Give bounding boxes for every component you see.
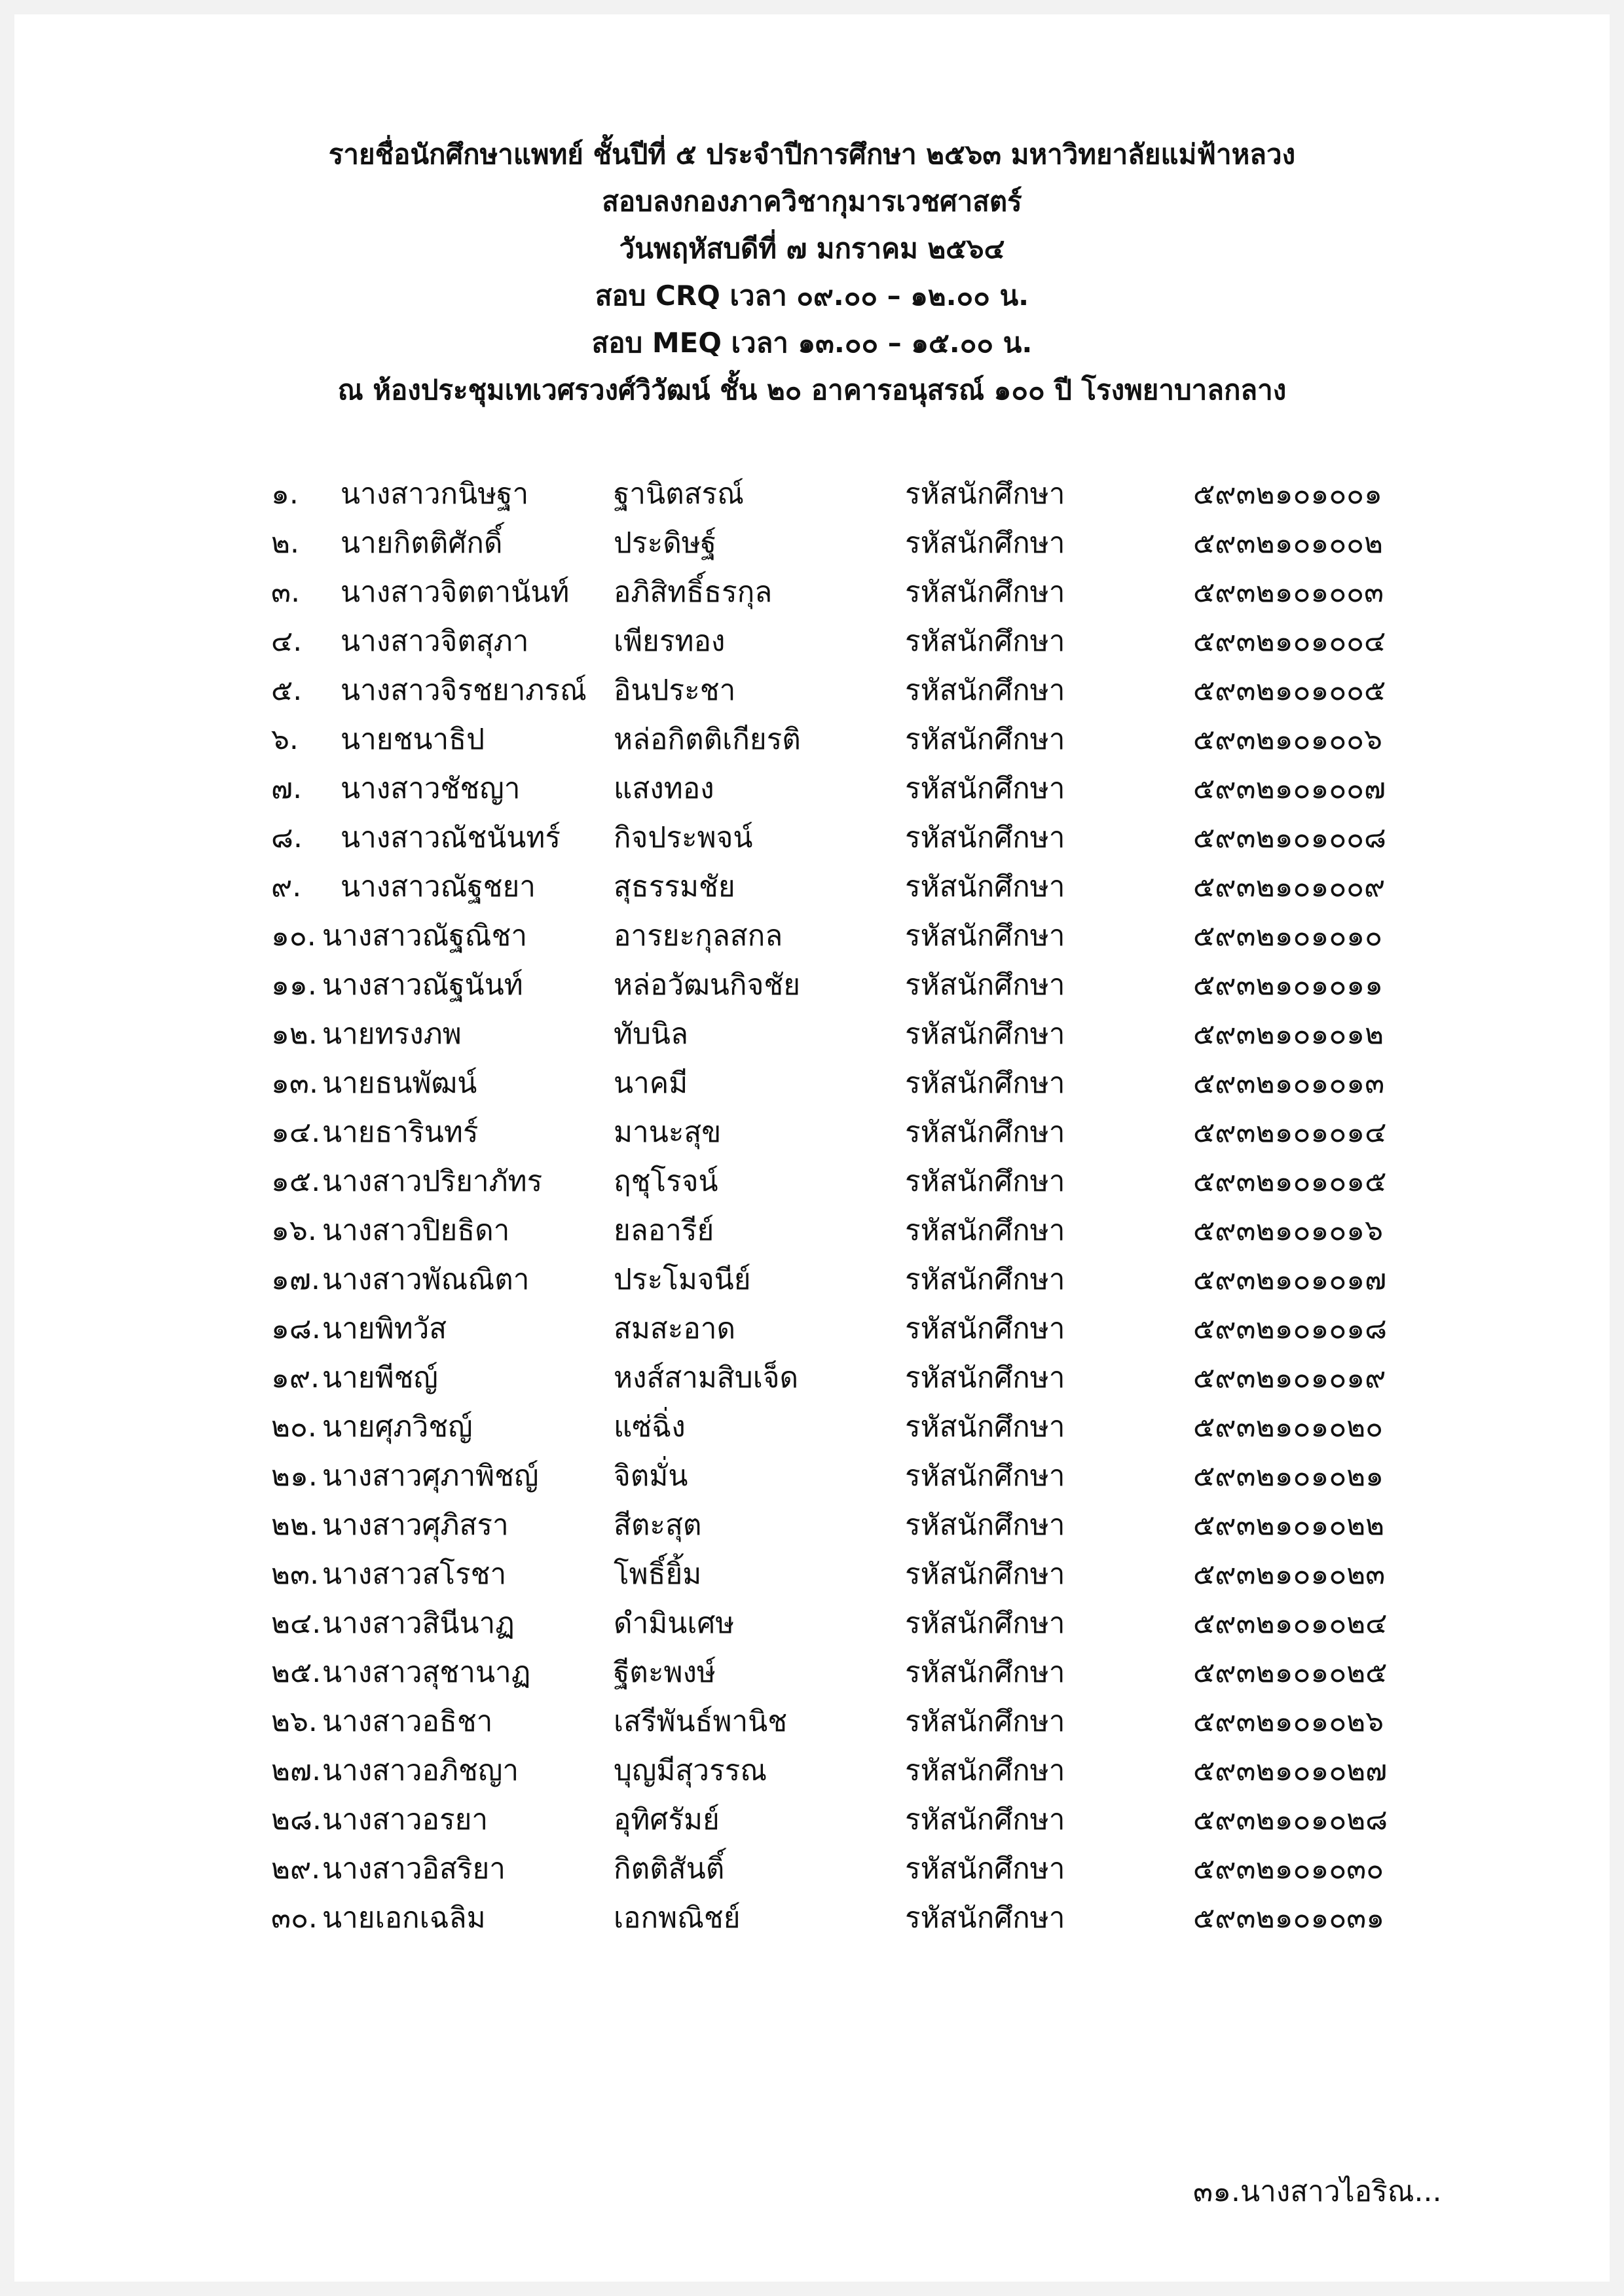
- student-surname: จิตมั่น: [614, 1459, 688, 1493]
- student-surname: แสงทอง: [614, 772, 714, 805]
- student-id-label: รหัสนักศึกษา: [905, 1558, 1065, 1591]
- student-surname: แซ่ฉิ่ง: [614, 1410, 686, 1444]
- student-row: [14, 1157, 1610, 1206]
- student-name: นางสาวกนิษฐา: [341, 477, 529, 511]
- student-name: นางสาวอธิชา: [322, 1705, 493, 1738]
- student-id: ๕๙๓๒๑๐๑๐๑๕: [1193, 1165, 1387, 1198]
- student-id: ๕๙๓๒๑๐๑๐๒๘: [1193, 1803, 1388, 1836]
- student-row: [14, 813, 1610, 862]
- student-id: ๕๙๓๒๑๐๑๐๒๒: [1193, 1508, 1385, 1542]
- student-row: [14, 1059, 1610, 1108]
- student-number: ๒.: [271, 526, 299, 560]
- student-id-label: รหัสนักศึกษา: [905, 1165, 1065, 1198]
- student-row: [14, 1402, 1610, 1451]
- student-number: ๒๒.: [271, 1508, 318, 1542]
- student-number: ๑๓.: [271, 1066, 318, 1100]
- student-id: ๕๙๓๒๑๐๑๐๑๑: [1193, 968, 1384, 1002]
- student-id-label: รหัสนักศึกษา: [905, 1116, 1065, 1149]
- student-id: ๕๙๓๒๑๐๑๐๐๒: [1193, 526, 1384, 560]
- student-id: ๕๙๓๒๑๐๑๐๑๐: [1193, 919, 1382, 953]
- student-row: [14, 1648, 1610, 1697]
- student-row: [14, 1255, 1610, 1304]
- student-id-label: รหัสนักศึกษา: [905, 1361, 1065, 1394]
- student-id: ๕๙๓๒๑๐๑๐๐๕: [1193, 674, 1386, 707]
- student-list: [14, 469, 1610, 1942]
- student-name: นางสาวจิตสุภา: [341, 625, 529, 658]
- student-number: ๑๑.: [271, 968, 317, 1002]
- student-row: [14, 1893, 1610, 1942]
- header-meq-time: สอบ MEQ เวลา ๑๓.๐๐ – ๑๕.๐๐ น.: [591, 327, 1033, 359]
- student-number: ๔.: [271, 625, 303, 658]
- student-name: นางสาวอิสริยา: [322, 1852, 506, 1886]
- student-surname: ฐีตะพงษ์: [614, 1656, 716, 1689]
- student-id-label: รหัสนักศึกษา: [905, 772, 1065, 805]
- student-id: ๕๙๓๒๑๐๑๐๑๒: [1193, 1017, 1384, 1051]
- student-surname: สีตะสุต: [614, 1508, 702, 1542]
- student-number: ๗.: [271, 772, 303, 805]
- student-number: ๑.: [271, 477, 299, 511]
- student-id: ๕๙๓๒๑๐๑๐๐๗: [1193, 772, 1386, 805]
- student-id: ๕๙๓๒๑๐๑๐๒๓: [1193, 1558, 1386, 1591]
- student-id: ๕๙๓๒๑๐๑๐๒๖: [1193, 1705, 1384, 1738]
- student-name: นางสาวอรยา: [322, 1803, 489, 1836]
- student-surname: สุธรรมชัย: [614, 870, 735, 903]
- student-name: นางสาวจิตตานันท์: [341, 575, 570, 609]
- student-id: ๕๙๓๒๑๐๑๐๑๙: [1193, 1361, 1386, 1394]
- student-name: นางสาวจิรชยาภรณ์: [341, 674, 587, 707]
- student-name: นางสาวอภิชญา: [322, 1754, 519, 1787]
- student-name: นายทรงภพ: [322, 1017, 462, 1051]
- student-row: [14, 764, 1610, 813]
- student-row: [14, 1304, 1610, 1353]
- student-id: ๕๙๓๒๑๐๑๐๓๑: [1193, 1901, 1385, 1935]
- student-id: ๕๙๓๒๑๐๑๐๒๑: [1193, 1459, 1384, 1493]
- student-id: ๕๙๓๒๑๐๑๐๑๓: [1193, 1066, 1385, 1100]
- student-number: ๑๒.: [271, 1017, 318, 1051]
- student-surname: โพธิ์ยิ้ม: [614, 1558, 702, 1591]
- student-name: นายธารินทร์: [322, 1116, 479, 1149]
- student-row: [14, 1550, 1610, 1599]
- student-name: นางสาวศุภาพิชญ์: [322, 1459, 539, 1493]
- student-row: [14, 1844, 1610, 1893]
- student-id: ๕๙๓๒๑๐๑๐๑๖: [1193, 1214, 1384, 1247]
- header-title: รายชื่อนักศึกษาแพทย์ ชั้นปีที่ ๕ ประจำปีการศึกษา ๒๕๖๓ มหาวิทยาลัยแม่ฟ้าหลวง: [328, 138, 1296, 170]
- student-row: [14, 1451, 1610, 1501]
- student-number: ๑๐.: [271, 919, 316, 953]
- student-id-label: รหัสนักศึกษา: [905, 526, 1065, 560]
- student-surname: หล่อวัฒนกิจชัย: [614, 968, 800, 1002]
- student-id: ๕๙๓๒๑๐๑๐๐๔: [1193, 625, 1386, 658]
- student-row: [14, 862, 1610, 911]
- student-name: นางสาวศุภิสรา: [322, 1508, 509, 1542]
- student-number: ๒๕.: [271, 1656, 322, 1689]
- student-surname: หล่อกิตติเกียรติ: [614, 723, 801, 756]
- student-surname: อินประชา: [614, 674, 736, 707]
- student-id: ๕๙๓๒๑๐๑๐๑๘: [1193, 1312, 1388, 1345]
- student-id-label: รหัสนักศึกษา: [905, 575, 1065, 609]
- student-id: ๕๙๓๒๑๐๑๐๓๐: [1193, 1852, 1384, 1886]
- student-number: ๒๗.: [271, 1754, 322, 1787]
- student-surname: กิจประพจน์: [614, 821, 753, 854]
- student-surname: สมสะอาด: [614, 1312, 736, 1345]
- student-number: ๓.: [271, 575, 301, 609]
- student-name: นายธนพัฒน์: [322, 1066, 477, 1100]
- student-id-label: รหัสนักศึกษา: [905, 968, 1065, 1002]
- student-number: ๑๔.: [271, 1116, 321, 1149]
- student-row: [14, 1010, 1610, 1059]
- student-row: [14, 1108, 1610, 1157]
- student-row: [14, 568, 1610, 617]
- student-id: ๕๙๓๒๑๐๑๐๐๙: [1193, 870, 1386, 903]
- student-number: ๒๓.: [271, 1558, 320, 1591]
- continuation-note: ๓๑.นางสาวไอริณ...: [1193, 2175, 1442, 2208]
- student-id-label: รหัสนักศึกษา: [905, 674, 1065, 707]
- header-venue: ณ ห้องประชุมเทเวศรวงศ์วิวัฒน์ ชั้น ๒๐ อาคารอนุสรณ์ ๑๐๐ ปี โรงพยาบาลกลาง: [337, 374, 1287, 406]
- student-surname: เอกพณิชย์: [614, 1901, 741, 1935]
- student-id-label: รหัสนักศึกษา: [905, 1705, 1065, 1738]
- student-id-label: รหัสนักศึกษา: [905, 1312, 1065, 1345]
- student-row: [14, 666, 1610, 715]
- student-number: ๒๘.: [271, 1803, 322, 1836]
- student-row: [14, 960, 1610, 1010]
- student-id: ๕๙๓๒๑๐๑๐๐๖: [1193, 723, 1382, 756]
- header-department: สอบลงกองภาควิชากุมารเวชศาสตร์: [602, 185, 1022, 217]
- student-surname: บุญมีสุวรรณ: [614, 1754, 767, 1787]
- student-id: ๕๙๓๒๑๐๑๐๐๑: [1193, 477, 1382, 511]
- student-id-label: รหัสนักศึกษา: [905, 723, 1065, 756]
- student-name: นางสาวสุชานาฏ: [322, 1656, 531, 1689]
- student-surname: หงส์สามสิบเจ็ด: [614, 1361, 799, 1394]
- student-id-label: รหัสนักศึกษา: [905, 1066, 1065, 1100]
- student-row: [14, 1599, 1610, 1648]
- student-id-label: รหัสนักศึกษา: [905, 1459, 1065, 1493]
- student-surname: กิตติสันติ์: [614, 1852, 725, 1886]
- student-row: [14, 519, 1610, 568]
- student-id-label: รหัสนักศึกษา: [905, 477, 1065, 511]
- student-name: นางสาวสินีนาฏ: [322, 1607, 515, 1640]
- document-page: [14, 14, 1610, 2282]
- student-id-label: รหัสนักศึกษา: [905, 919, 1065, 953]
- student-id: ๕๙๓๒๑๐๑๐๐๘: [1193, 821, 1386, 854]
- student-name: นายพีชญ์: [322, 1361, 438, 1394]
- student-id-label: รหัสนักศึกษา: [905, 1901, 1065, 1935]
- student-row: [14, 911, 1610, 960]
- student-surname: ทับนิล: [614, 1017, 688, 1051]
- student-id-label: รหัสนักศึกษา: [905, 1508, 1065, 1542]
- student-id-label: รหัสนักศึกษา: [905, 1263, 1065, 1296]
- student-surname: นาคมี: [614, 1066, 688, 1100]
- student-row: [14, 1353, 1610, 1402]
- student-id-label: รหัสนักศึกษา: [905, 1607, 1065, 1640]
- student-surname: มานะสุข: [614, 1116, 722, 1149]
- student-name: นายเอกเฉลิม: [322, 1901, 486, 1935]
- student-name: นางสาวณัฐชยา: [341, 870, 536, 903]
- student-row: [14, 469, 1610, 519]
- student-name: นายกิตติศักดิ์: [341, 526, 503, 560]
- student-id-label: รหัสนักศึกษา: [905, 625, 1065, 658]
- student-id: ๕๙๓๒๑๐๑๐๒๗: [1193, 1754, 1388, 1787]
- student-name: นางสาวณัฐณิชา: [322, 919, 528, 953]
- student-surname: ฤชุโรจน์: [614, 1165, 718, 1198]
- student-surname: ฐานิตสรณ์: [614, 477, 744, 511]
- student-row: [14, 1697, 1610, 1746]
- student-id: ๕๙๓๒๑๐๑๐๑๗: [1193, 1263, 1387, 1296]
- student-id-label: รหัสนักศึกษา: [905, 1803, 1065, 1836]
- student-id: ๕๙๓๒๑๐๑๐๒๕: [1193, 1656, 1388, 1689]
- student-surname: ประโมจนีย์: [614, 1263, 751, 1296]
- student-name: นางสาวณัฐนันท์: [322, 968, 523, 1002]
- student-surname: ประดิษฐ์: [614, 526, 717, 560]
- student-row: [14, 1206, 1610, 1255]
- student-number: ๒๙.: [271, 1852, 321, 1886]
- student-id: ๕๙๓๒๑๐๑๐๒๐: [1193, 1410, 1384, 1444]
- student-surname: อุทิศรัมย์: [614, 1803, 720, 1836]
- student-number: ๒๑.: [271, 1459, 318, 1493]
- header-crq-time: สอบ CRQ เวลา ๐๙.๐๐ – ๑๒.๐๐ น.: [595, 280, 1029, 312]
- student-id: ๕๙๓๒๑๐๑๐๑๔: [1193, 1116, 1387, 1149]
- student-number: ๙.: [271, 870, 302, 903]
- student-number: ๑๖.: [271, 1214, 317, 1247]
- student-row: [14, 617, 1610, 666]
- student-id-label: รหัสนักศึกษา: [905, 1017, 1065, 1051]
- student-id: ๕๙๓๒๑๐๑๐๒๔: [1193, 1607, 1388, 1640]
- student-name: นางสาวชัชญา: [341, 772, 521, 805]
- header-date: วันพฤหัสบดีที่ ๗ มกราคม ๒๕๖๔: [619, 232, 1005, 264]
- student-id-label: รหัสนักศึกษา: [905, 1754, 1065, 1787]
- student-id-label: รหัสนักศึกษา: [905, 821, 1065, 854]
- student-surname: เพียรทอง: [614, 625, 726, 658]
- student-surname: อารยะกุลสกล: [614, 919, 783, 953]
- student-number: ๓๐.: [271, 1901, 318, 1935]
- student-number: ๑๗.: [271, 1263, 321, 1296]
- student-name: นางสาวปิยธิดา: [322, 1214, 510, 1247]
- student-name: นายศุภวิชญ์: [322, 1410, 473, 1444]
- student-id: ๕๙๓๒๑๐๑๐๐๓: [1193, 575, 1384, 609]
- student-name: นายชนาธิป: [341, 723, 485, 756]
- student-number: ๖.: [271, 723, 299, 756]
- student-row: [14, 1501, 1610, 1550]
- student-number: ๑๙.: [271, 1361, 320, 1394]
- student-name: นางสาวณัชนันทร์: [341, 821, 561, 854]
- student-id-label: รหัสนักศึกษา: [905, 1656, 1065, 1689]
- student-id-label: รหัสนักศึกษา: [905, 870, 1065, 903]
- student-name: นางสาวพัณณิตา: [322, 1263, 530, 1296]
- student-name: นายพิทวัส: [322, 1312, 447, 1345]
- student-number: ๑๕.: [271, 1165, 321, 1198]
- student-name: นางสาวปริยาภัทร: [322, 1165, 543, 1198]
- student-number: ๕.: [271, 674, 303, 707]
- student-row: [14, 1746, 1610, 1795]
- student-surname: เสรีพันธ์พานิช: [614, 1705, 788, 1738]
- student-number: ๒๐.: [271, 1410, 317, 1444]
- student-number: ๒๖.: [271, 1705, 318, 1738]
- student-id-label: รหัสนักศึกษา: [905, 1410, 1065, 1444]
- student-name: นางสาวสโรชา: [322, 1558, 507, 1591]
- student-id-label: รหัสนักศึกษา: [905, 1852, 1065, 1886]
- student-row: [14, 715, 1610, 764]
- student-surname: ดำมินเศษ: [614, 1607, 735, 1640]
- student-number: ๒๔.: [271, 1607, 322, 1640]
- student-surname: อภิสิทธิ์ธรกุล: [614, 575, 773, 609]
- student-number: ๘.: [271, 821, 303, 854]
- student-number: ๑๘.: [271, 1312, 321, 1345]
- document-header: [14, 131, 1610, 414]
- student-surname: ยลอารีย์: [614, 1214, 714, 1247]
- student-row: [14, 1795, 1610, 1844]
- student-id-label: รหัสนักศึกษา: [905, 1214, 1065, 1247]
